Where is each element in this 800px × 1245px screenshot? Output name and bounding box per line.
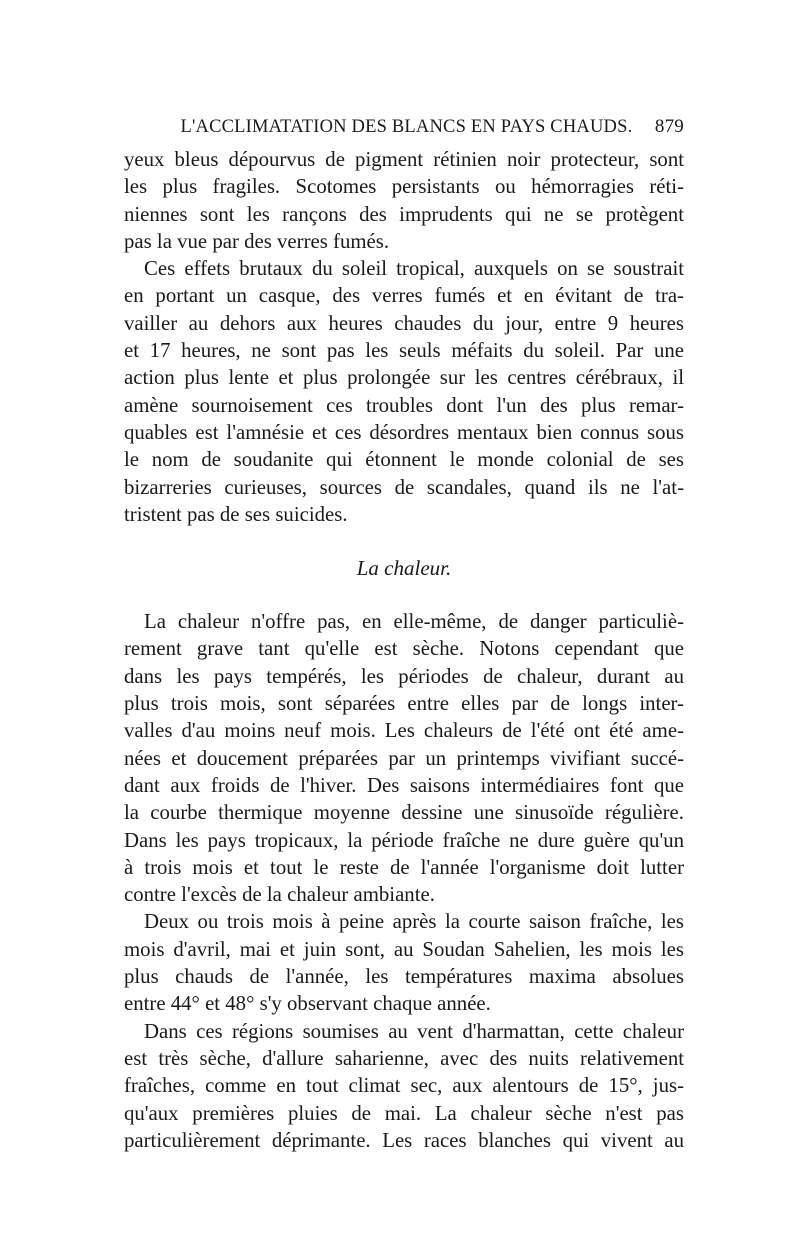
text-line: niennes sont les rançons des imprudents qui ne se protègent [124,202,684,226]
text-line: pas la vue par des verres fumés. [124,229,390,253]
text-line: tristent pas de ses suicides. [124,502,348,526]
text-line: amène sournoisement ces troubles dont l'un des plus remar- [124,393,684,417]
text-line: en portant un casque, des verres fumés et en évitant de tra- [124,284,684,308]
text-line: Dans les pays tropicaux, la période fraîche ne dure guère qu'un [124,828,684,852]
text-line: quables est l'amnésie et ces désordres mentaux bien connus sous [124,420,684,444]
text-line: particulièrement déprimante. Les races blanches qui vivent au [124,1128,684,1152]
paragraph-4 [124,908,684,1017]
text-line: action plus lente et plus prolongée sur les centres cérébraux, il [124,366,684,390]
book-page [124,112,684,1154]
text-line: et 17 heures, ne sont pas les seuls méfaits du soleil. Par une [124,339,684,363]
text-line: est très sèche, d'allure saharienne, avec des nuits relativement [124,1046,684,1070]
text-line: plus chauds de l'année, les températures maxima absolues [124,965,684,989]
paragraph-5 [124,1018,684,1154]
text-line: Ces effets brutaux du soleil tropical, auxquels on se soustrait [144,257,684,281]
text-line: fraîches, comme en tout climat sec, aux alentours de 15°, jus- [124,1074,684,1098]
text-line: rement grave tant qu'elle est sèche. Notons cependant que [124,637,684,661]
text-line: vailler au dehors aux heures chaudes du jour, entre 9 heures [124,311,684,335]
text-line: dant aux froids de l'hiver. Des saisons intermédiaires font que [124,773,684,797]
text-line: à trois mois et tout le reste de l'année l'organisme doit lutter [124,855,684,879]
text-line: dans les pays tempérés, les périodes de chaleur, durant au [124,664,684,688]
text-line: qu'aux premières pluies de mai. La chaleur sèche n'est pas [124,1101,684,1125]
paragraph-2 [124,255,684,528]
text-line: valles d'au moins neuf mois. Les chaleurs de l'été ont été ame- [124,719,684,743]
text-line: la courbe thermique moyenne dessine une sinusoïde régulière. [124,801,684,825]
page-number: 879 [654,116,684,137]
paragraph-1 [124,146,684,255]
running-title: L'ACCLIMATATION DES BLANCS EN PAYS CHAUDS. [180,117,633,137]
running-head [124,112,684,142]
text-line: Dans ces régions soumises au vent d'harmattan, cette chaleur [144,1019,684,1043]
text-line: les plus fragiles. Scotomes persistants ou hémorragies réti- [124,175,684,199]
paragraph-3 [124,608,684,908]
section-heading: La chaleur. [356,556,452,581]
text-line: mois d'avril, mai et juin sont, au Soudan Sahelien, les mois les [124,937,684,961]
text-line: entre 44° et 48° s'y observant chaque année. [124,992,491,1016]
text-line: le nom de soudanite qui étonnent le monde colonial de ses [124,448,684,472]
text-line: nées et doucement préparées par un printemps vivifiant succé- [124,746,684,770]
text-line: La chaleur n'offre pas, en elle-même, de danger particuliè- [144,610,684,634]
text-line: Deux ou trois mois à peine après la courte saison fraîche, les [144,910,684,934]
text-line: contre l'excès de la chaleur ambiante. [124,883,435,907]
text-line: yeux bleus dépourvus de pigment rétinien noir protecteur, sont [124,148,684,171]
text-line: bizarreries curieuses, sources de scandales, quand ils ne l'at- [124,475,684,499]
text-line: plus trois mois, sont séparées entre elles par de longs inter- [124,692,684,716]
